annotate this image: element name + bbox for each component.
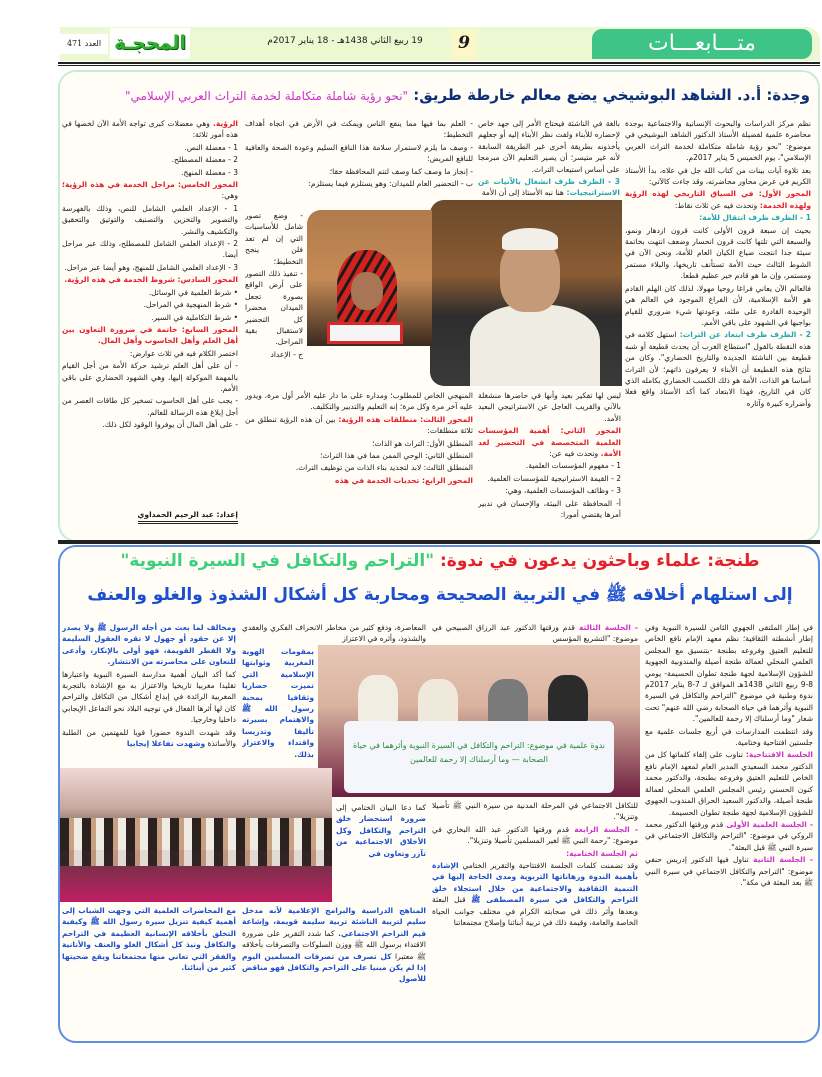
body-text: ج - الإعداد	[270, 349, 303, 359]
body-text: • شرط العلمية في الوسائل.	[148, 287, 238, 297]
headline-green: "التراحم والتكافل في السيرة النبوية"	[120, 551, 435, 571]
section-heading: المحور السادس: شروط الخدمة في هذه الرؤية.	[64, 275, 238, 285]
paragraph	[478, 425, 621, 459]
highlighted-text: الإشادة بأهمية الندوة ورهاناتها التربوية ومدى الحاجة إليها في التنمية الثقافية والاجتماعية من خلال استجلاء خلق التراحم والتكافل في سيرة المصطفى ﷺ	[432, 861, 638, 905]
paragraph	[245, 210, 303, 267]
paragraph	[245, 390, 473, 413]
body-text: 1 - معضلة النص.	[184, 142, 238, 152]
paragraph	[62, 167, 238, 178]
body-text: المعاصرة، ودفع كثير من مخاطر الانحراف الفكري والعقدي والشذوذ، وأثره في الاعتزاز	[242, 623, 426, 644]
session-heading: ثم الجلسة الختامية:	[566, 848, 638, 858]
paragraph	[62, 324, 238, 347]
paragraph	[245, 438, 473, 449]
body-text: 3 - الإعداد العلمي الشامل للمنهج، وهو أيضا عبر مراحل.	[64, 262, 238, 272]
paragraph	[62, 154, 238, 165]
article-column-narrow	[336, 802, 426, 902]
body-text: تناول فيها الدكتور إدريس حنفي موضوع: "التراحم والتكافل الاجتماعي في سيرة النبي ﷺ بعد البعثة في مكة".	[645, 855, 813, 887]
photo-lecturer	[430, 200, 622, 386]
highlighted-text: ضرورة استحضار خلق التراحم والتكافل وكل الأخلاق الاجتماعية من تآزر وتعاون في	[336, 814, 426, 858]
body-text: - وضع تصور شامل للأساسيات التي إن لم تعد فلن ينجح التخطيط؛	[245, 211, 303, 266]
article-column	[245, 118, 473, 208]
paragraph	[62, 142, 238, 153]
section-heading: المحور الرابع: تحديات الخدمة في هذه	[335, 475, 473, 485]
paragraph	[625, 118, 811, 164]
header-divider	[58, 62, 820, 66]
body-text: - يجب على أهل الحاسوب تسخير كل طاقات العصر من أجل إبلاغ هذه الرسالة للعالم.	[62, 396, 238, 417]
paragraph	[62, 905, 236, 973]
paragraph	[478, 176, 620, 198]
body-text: 3 - وظائف المؤسسات العلمية، وهي:	[505, 486, 621, 496]
paragraph	[245, 462, 473, 473]
headline-subtitle: "نحو رؤية شاملة متكاملة لخدمة التراث العربي الإسلامي"	[124, 89, 409, 103]
body-text: - تنفيذ ذلك التصور على أرض الواقع بصورة تجعل الميدان محضرا كل التحضير لاستقبال بقية المراحل.	[245, 269, 303, 347]
paragraph	[478, 118, 620, 175]
article-column	[62, 118, 238, 503]
body-text: ب - التحضير العام للميدان: وهو يستلزم فيما يستلزم:	[308, 179, 473, 189]
body-text: وقد انتظمت المدارسات في أربع جلسات علمية مع جلستين افتتاحية وختامية.	[645, 726, 813, 748]
paragraph	[645, 749, 813, 817]
paragraph	[245, 349, 303, 360]
paragraph	[432, 860, 638, 928]
paragraph	[62, 262, 238, 273]
body-text: 2 - القيمة الاستراتيجية للمؤسسات العلمية.	[487, 473, 621, 483]
paragraph	[625, 225, 811, 282]
author-byline: إعداد: عبد الرحيم الحمداوي	[138, 510, 238, 524]
body-text: 1 - مفهوم المؤسسات العلمية.	[525, 461, 621, 471]
body-text: بالغة في الناشئة فيحتاج الأمر إلى جهد خاص لإحضاره للأبناء ولفت نظر الأبناء إليه أو جعلهم يأخذونه بطريقة أخرى غير الطريقة السابقة لأنه غير متيسر؛ أن يصير التعليم الآن مبرمجا على أساس استيعاب التراث.	[478, 119, 620, 174]
paragraph	[245, 118, 473, 141]
paragraph	[62, 348, 238, 359]
body-text: • شرط المنهجية في المراحل.	[143, 300, 238, 310]
paragraph	[245, 450, 473, 461]
paragraph	[62, 395, 238, 418]
issue-date: 19 ربيع الثاني 1438هـ - 18 يناير 2017م	[267, 36, 423, 46]
paragraph	[478, 485, 621, 496]
body-text: في إطار الملتقى الجهوي الثامن للسيرة النبوية وفي إطار أنشطته الثقافية؛ نظم معهد الإمام نافع الخاص للتعليم العتيق وفروعه بطنجة -بتنسيق مع المجلس العلمي المحلي لعمالة طنجة أصيلة والمندوبية الجهوية للشؤون الإسلامية لجهة طنجة تطوان الحسيمة- يومي 8-9 ربيع الثاني 1438هـ الموافق لـ 7-8 يناير 2017م ندوة وطنية في موضوع "التراحم والتكافل في السيرة النبوية وأثرهما في حياة الصحابة رضي الله عنهم" تحت شعار "وما أرسلناك إلا رحمة للعالمين".	[645, 623, 813, 724]
body-text: كما دعا البيان الختامي إلى	[336, 803, 426, 812]
page-number: 9	[452, 29, 476, 59]
article-column	[62, 905, 236, 1040]
body-text: - على أهل المال أن يوفروا الوقود لكل ذلك.	[102, 420, 238, 430]
body-text: تناوب على إلقاء كلماتها كل من الدكتور محمد السعيدي المدير العام لمعهد الإمام نافع الخاص للتعليم العتيق وفروعه بطنجة، والدكتور محمد كنون الحسني رئيس المجلس العلمي المحلي لعمالة طنجة أصيلة، والدكتور السعيد الحراق المندوب الجهوي للشؤون الإسلامية لجهة طنجة تطوان الحسيمة.	[645, 750, 813, 817]
body-text: وهي:	[221, 191, 238, 201]
sub-heading: 3 - الظرف ظرف انشغال بالآنيات عن الاستراتيجيات:	[478, 177, 620, 198]
body-text: المنطلق الثالث: لابد لتجديد بناء الذات من توظيف التراث.	[295, 463, 473, 473]
highlighted-text: ومخالف لما بعث من أجله الرسول ﷺ ولا يصدر إلا عن حقود أو جهول لا تقره العقول السليمة ولا الفطر القويمة، فهو أولى بالإنكار، وأدعى للتعاون على محاصرته من الانتشار.	[62, 623, 236, 667]
article-oujda-headline	[70, 86, 810, 104]
paragraph	[62, 727, 236, 750]
headline-red: طنجة: علماء وباحثون يدعون في ندوة:	[434, 551, 760, 571]
body-text: المنطلق الثاني: الوحي الممن مما في هذا التراث؛	[320, 451, 473, 461]
paragraph	[245, 142, 473, 165]
section-heading: المحور الخامس: مراحل الخدمة في هذه الرؤية؛	[62, 180, 238, 190]
article-column	[645, 622, 813, 1040]
sub-heading: 2 - الظرف ظرف ابتعاد عن التراث:	[676, 330, 811, 340]
section-title: متـــابعـــات	[592, 29, 812, 59]
paragraph	[645, 819, 813, 853]
paragraph	[62, 274, 238, 285]
paragraph	[625, 165, 811, 188]
session-heading: - الجلسة الثانية	[748, 855, 813, 865]
body-text: وقد شهدت الندوة حضورا قويا للمهتمين من الطلبة والأساتذة	[62, 727, 236, 749]
highlighted-text: وشهدت تفاعلا إيجابيا	[126, 739, 206, 749]
section-divider	[58, 540, 820, 544]
paragraph	[478, 390, 621, 424]
paragraph	[62, 312, 238, 323]
paragraph	[245, 414, 473, 437]
article-column	[478, 390, 621, 538]
body-text: قدم ورقتها الدكتور محمد الروكي في موضوع: "التراحم والتكافل الاجتماعي في سيرة النبي ﷺ قبل البعثة".	[645, 819, 813, 852]
body-text: فالعالم الآن يعاني فراغا روحيا مهولا، لذلك كان الهلم القادم هو الأمة الإسلامية، لأن الفراغ الموجود في العالم هي الوحيدة القادرة على ملئه، وعودتها شيء ضروري للقيام بواجبها في الشهود على باقي الأمم.	[625, 283, 811, 327]
paragraph	[62, 669, 236, 726]
section-heading: المحور الأول: في السياق التاريخي لهذه الرؤية ولهذه الخدمة:	[625, 189, 811, 210]
session-heading: - الجلسة الثالثة	[574, 623, 638, 632]
paragraph	[478, 473, 621, 484]
article-column	[432, 622, 638, 644]
photo-audience	[60, 768, 332, 902]
body-text: بين أن هذه الرؤية تنطلق من ثلاثة منطلقات:	[245, 414, 473, 436]
article-tangier-subheadline: إلى استلهام أخلاقه ﷺ في التربية الصحيحة ومحاربة كل أشكال الشذوذ والغلو والعنف	[87, 585, 793, 605]
paragraph	[432, 622, 638, 644]
article-column-narrow	[242, 646, 314, 764]
paragraph	[336, 802, 426, 859]
body-text: استهل كلامه في هذه النقطة بالقول "استطاع الغرب أن يحدث قطيعة أو شبه قطيعة بين الناشئة الجديدة والتاريخ الحضاري". وكان من نتائج هذه القطيعة أن الأبناء لا يعرفون ذاتهم؛ لأن التراث أساسا هو الذات، الأمة هو ذلك الكسب الحضاري بكامله الذي كان في التاريخ، فهذا الابتعاد كما أكد الأستاذ واقع فعلا وأضراره كبيرة وآثاره	[625, 330, 811, 408]
session-heading: - الجلسة العلمية الأولى	[723, 819, 813, 829]
sub-heading: 1 - الظرف ظرف انتقال للأمة:	[699, 213, 811, 223]
paragraph	[645, 622, 813, 725]
paragraph	[62, 419, 238, 430]
paragraph	[625, 212, 811, 223]
body-text: 2 - الإعداد العلمي الشامل للمصطلح، وذلك عبر مراحل أيضا.	[62, 239, 238, 260]
section-heading: المحور الثالث: منطلقات هذه الرؤية:	[335, 414, 473, 424]
highlighted-text: كل تصرف من تصرفات المسلمين اليوم إذا لم يكن مبنيا على التراحم والتكافل فهو مناقض للأصول	[242, 951, 426, 984]
article-column	[62, 622, 236, 765]
paragraph	[242, 905, 426, 985]
body-text: قبل البعثة وبعدها وأثر ذلك في صحابته الكرام في مختلف جوانب الحياة الخاصة والعامة، وقيمة ذلك في تربية أبنائنا وإصلاح مجتمعاتنا	[432, 895, 638, 928]
paragraph	[62, 287, 238, 298]
paragraph	[245, 475, 473, 486]
session-heading: - الجلسة الرابعة	[569, 824, 638, 834]
body-text: • شرط التكاملية في السير.	[151, 312, 238, 322]
body-text: وتحدث فيه عن:	[549, 449, 599, 459]
section-heading: المحور الثاني: أهمية المؤسسات العلمية المتخصصة في التحضير لغد الأمة.	[478, 426, 621, 459]
body-text: - العلم بما فيها مما ينفع الناس ويمكث في الأرض في اتجاه أهداف التخطيط؛	[245, 119, 473, 140]
section-heading: الرؤية.	[209, 119, 238, 128]
body-text: قدم ورقتها الدكتور عبد الرزاق الصبيحي في موضوع: "التشريع المؤسس	[432, 623, 638, 644]
paragraph	[62, 299, 238, 310]
paragraph	[478, 460, 621, 471]
paragraph	[432, 824, 638, 847]
body-text: كما أكد البيان أهمية مدارسة السيرة النبوية واعتبارها تقليدا مغربيا تاريخيا والاعتزاز به مع الإشادة بالتجربة المغربية الرائدة في إبداع أشكال من التكافل والتراحم كان لها أثرها الفعال في توجيه البلاد نحو التفاعل الإيجابي داخليا وخارجيا.	[62, 669, 236, 725]
body-text: المنهجي الخاص للمطلوب؛ ومداره على ما دار عليه الأمر أول مرة، ويدور عليه آخر مرة وكل مرة؛ إنه التعليم والتدبير والتكليف.	[245, 391, 473, 412]
article-column	[625, 118, 811, 538]
paragraph	[245, 166, 473, 177]
article-column	[432, 800, 638, 1040]
body-text: للتكافل الاجتماعي في المرحلة المدنية من سيرة النبي ﷺ تأصيلا وتنزيلا".	[432, 801, 638, 822]
highlighted-text: مع المحاضرات العلمية التي وجهت الشباب إلى أهمية كيفية تنزيل سيرة رسول الله ﷺ وكيفية التخلق بأخلاقه الإنسانية العظيمة في التراحم والتكافل ونبذ كل أشكال الغلو والعنف والأنانية والفقر التي تعاني منها مجتمعاتنا ويقع ضحيتها كثير من أبنائنا.	[62, 906, 236, 973]
paragraph	[432, 800, 638, 823]
body-text: - أن على أهل العلم ترشيد حركة الأمة من أجل القيام بالمهمة الموكولة إليها، وهي الشهود الحضاري على باقي الأمم.	[62, 361, 238, 393]
paragraph	[62, 238, 238, 261]
body-text: اختصر الكلام فيه في ثلاث عوارض:	[129, 348, 238, 358]
paragraph	[62, 179, 238, 202]
headline-main: وجدة: أ.د. الشاهد البوشيخي يضع معالم خارطة طريق:	[408, 86, 810, 104]
newspaper-logo: المحجـة	[110, 28, 190, 59]
body-text: كما شدد التقرير على ضرورة الاقتداء برسول الله ﷺ ووزن السلوكات والتصرفات بأخلاقه ﷺ معتبرا	[242, 928, 426, 961]
body-text: بعد تلاوة آيات بينات من كتاب الله جل في علاه، بدأ الأستاذ الكريم في عرض محاور محاضرته، وقد جاءت كالآتي:	[625, 165, 811, 187]
highlighted-text: المناهج الدراسية والبرامج الإعلامية لأنه مدخل سليم لتربية الناشئة تربية سليمة قويمة، وإشاعة قيم التراحم الاجتماعي.	[242, 906, 426, 938]
body-text: ليس لها تفكير بعيد وأنها في حاضرها منشغلة بالآني والقريب العاجل عن الاستراتيجي البعيد الأمد.	[478, 391, 621, 423]
paragraph	[242, 646, 314, 760]
paragraph	[62, 203, 238, 237]
photo-moderator	[307, 210, 432, 346]
photo-seminar-panel	[318, 645, 640, 797]
body-text: هنا نبه الأستاذ إلى أن الأمة	[481, 188, 564, 198]
body-text: وتحدث فيه عن ثلاث نقاط:	[674, 200, 758, 210]
body-text: بحيث إن سبعة قرون الأولى كانت قرون ازدهار ونمو، والسبعة التي تلتها كانت قرون انحسار وضعف انتهت بخاتمة سيئة جدا انتجت ضياع الكيان العام للأمة، ونحن الآن في الشوط الثالث حيث الأمة تستأنف تاريخها، والبلاء مستمر ومستمر، وإن ما هو قادم خير عظيم قطعا.	[625, 225, 811, 281]
article-column	[242, 622, 426, 644]
paragraph	[645, 854, 813, 888]
body-text: قدم ورقتها الدكتور عبد الله البخاري في موضوع: "رحمة النبي ﷺ لغير المسلمين تأصيلا وتنزيلا".	[432, 824, 638, 846]
paragraph	[245, 268, 303, 348]
paragraph	[625, 188, 811, 211]
body-text: نظم مركز الدراسات والبحوث الإنسانية والاجتماعية بوجدة محاضرة علمية لفضيلة الأستاذ الدكتور الشاهد البوشيخي في موضوع: "نحو رؤية شاملة متكاملة لخدمة التراث العربي الإسلامي"، يوم الخميس 5 يناير 2017م.	[625, 119, 811, 163]
paragraph	[62, 360, 238, 394]
article-tangier-headline	[70, 551, 810, 571]
body-text: 2 - معضلة المصطلح.	[171, 155, 238, 165]
article-column	[242, 905, 426, 1040]
paragraph	[432, 848, 638, 859]
body-text: 3 - معضلة المنهج.	[181, 167, 238, 177]
article-column	[478, 118, 620, 198]
seminar-banner: ندوة علمية في موضوع: التراحم والتكافل في السيرة النبوية وأثرهما في حياة الصحابة — وما أرسلناك إلا رحمة للعالمين	[344, 721, 614, 793]
article-column	[245, 390, 473, 538]
body-text: وهي معضلات كبرى تواجه الأمة الآن لخصها في هذه أمور ثلاثة:	[62, 119, 238, 140]
body-text: - وصف ما يلزم لاستمرار سلامة هذا النافع السليم وعودة الصحة والعافية للنافع المريض؛	[245, 142, 473, 164]
section-heading: المحور السابع: خاتمة في ضرورة التعاون بين أهل العلم وأهل الحاسوب وأهل المال.	[62, 324, 238, 346]
paragraph	[242, 622, 426, 644]
body-text: وقد تضمنت كلمات الجلسة الافتتاحية والتقرير الختامي	[458, 861, 638, 871]
paragraph	[478, 498, 621, 521]
paragraph	[625, 283, 811, 329]
paragraph	[62, 622, 236, 668]
paragraph	[62, 118, 238, 141]
issue-number: العدد 471	[60, 34, 108, 54]
paragraph	[625, 329, 811, 409]
session-heading: الجلسة الافتتاحية:	[742, 750, 813, 760]
body-text: أ- المحافظة على البيئة، والإحسان في تدبير أمرها يقتضي أمورا:	[478, 498, 621, 520]
paragraph	[245, 178, 473, 189]
body-text: المنطلق الأول: التراث هو الذات؛	[372, 438, 473, 448]
body-text: - إنجاز ما وصف كما وصف لتتم المحافظة حقا؛	[329, 166, 473, 176]
article-column-narrow	[245, 210, 303, 386]
paragraph	[645, 726, 813, 749]
highlighted-text: بمقومات الهوية المغربية وثوابتها الإسلامية التي تميزت حضاريا وثقافيا بمحبة رسول الله ﷺ والاهتمام بسيرته تأليفا وتدريسا واقتداء والاعتزاز بذلك.	[242, 647, 314, 759]
body-text: 1 - الإعداد العلمي الشامل للنص، وذلك بالفهرسة والتصوير والتخزين والتصنيف والتوثيق والتحقيق والتكشيف والنشر.	[62, 203, 238, 236]
